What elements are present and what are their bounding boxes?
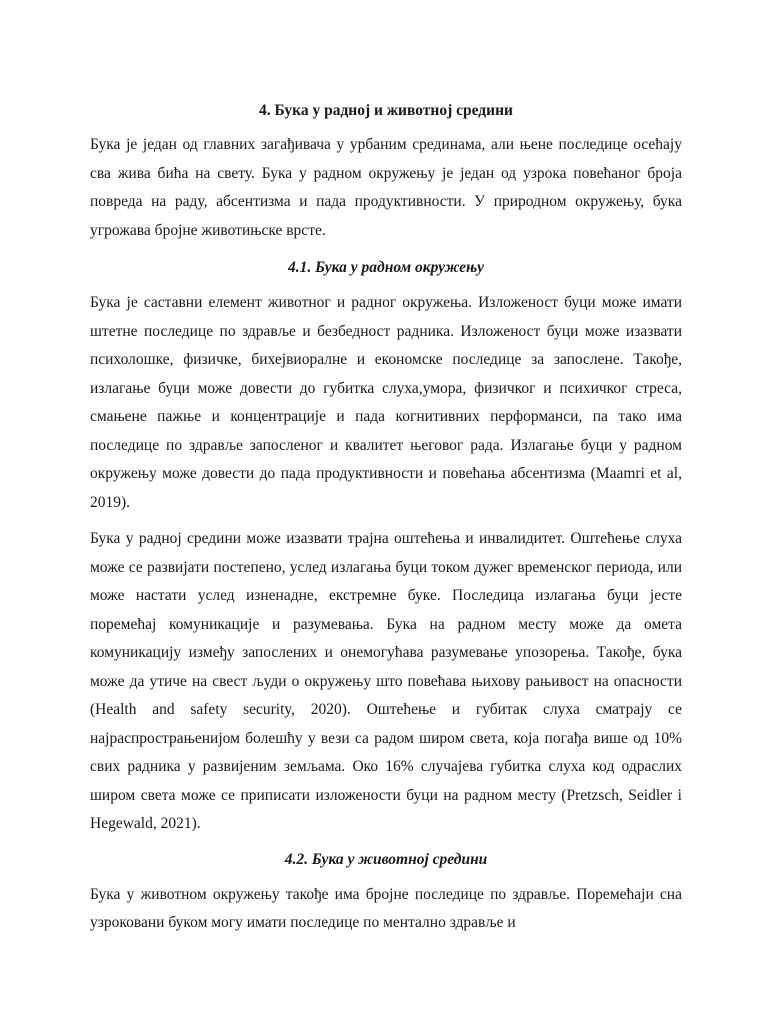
subsection-1-paragraph-1: Бука је саставни елемент животног и радног окружења. Изложеност буци може имати штетне последице по здравље и безбедност радника. Изложеност буци може изазвати психолошке, физичке, бихејвиоралне и економске последице за запослене. Такође, излагање буци може довести до губитка слуха,умора, физичког и психичког стреса, смањене пажње и концентрације и пада когнитивних перформанси, па тако има последице по здравље запосленог и квалитет његовог рада. Излагање буци у радном окружењу може довести до пада продуктивности и повећања абсентизма (Maamri et al, 2019). [90, 294, 682, 511]
subsection-1-paragraph-2: Бука у радној средини може изазвати трајна оштећења и инвалидитет. Оштећење слуха може се развијати постепено, услед излагања буци током дужег временског периода, или може настати услед изненадне, екстремне буке. Последица излагања буци јесте поремећај комуникације и разумевања. Бука на радном месту може да омета комуникацију између запослених и онемогућава разумевање упозорења. Такође, бука може да утиче на свест људи о окружењу што повећава њихову рањивост на опасности (Health and safety security, 2020). Оштећење и губитак слуха сматрају се најраспрострањенијом болешћу у вези са радом широм света, која погађа више од 10% свих радника у развијеним земљама. Око 16% случајева губитка слуха код одраслих широм света може се приписати изложености буци на радном месту (Pretzsch, Seidler i Hegewald, 2021). [90, 530, 682, 832]
intro-paragraph: Бука је један од главних загађивача у урбаним срединама, али њене последице осећају сва жива бића на свету. Бука у радном окружењу је један од узрока повећаног броја повреда на раду, абсентизма и пада продуктивности. У природном окружењу, бука угрожава бројне животињске врсте. [90, 136, 682, 239]
document-page [90, 96, 682, 945]
subsection-1-title: 4.1. Бука у радном окружењу [288, 259, 484, 276]
subsection-2-title: 4.2. Бука у животној средини [284, 850, 488, 868]
subsection-2-paragraph-1: Бука у животном окружењу такође има бројне последице по здравље. Поремећаји сна узроковани буком могу имати последице по ментално здравље и [90, 885, 682, 931]
section-title: 4. Бука у радној и животној средини [259, 102, 513, 119]
